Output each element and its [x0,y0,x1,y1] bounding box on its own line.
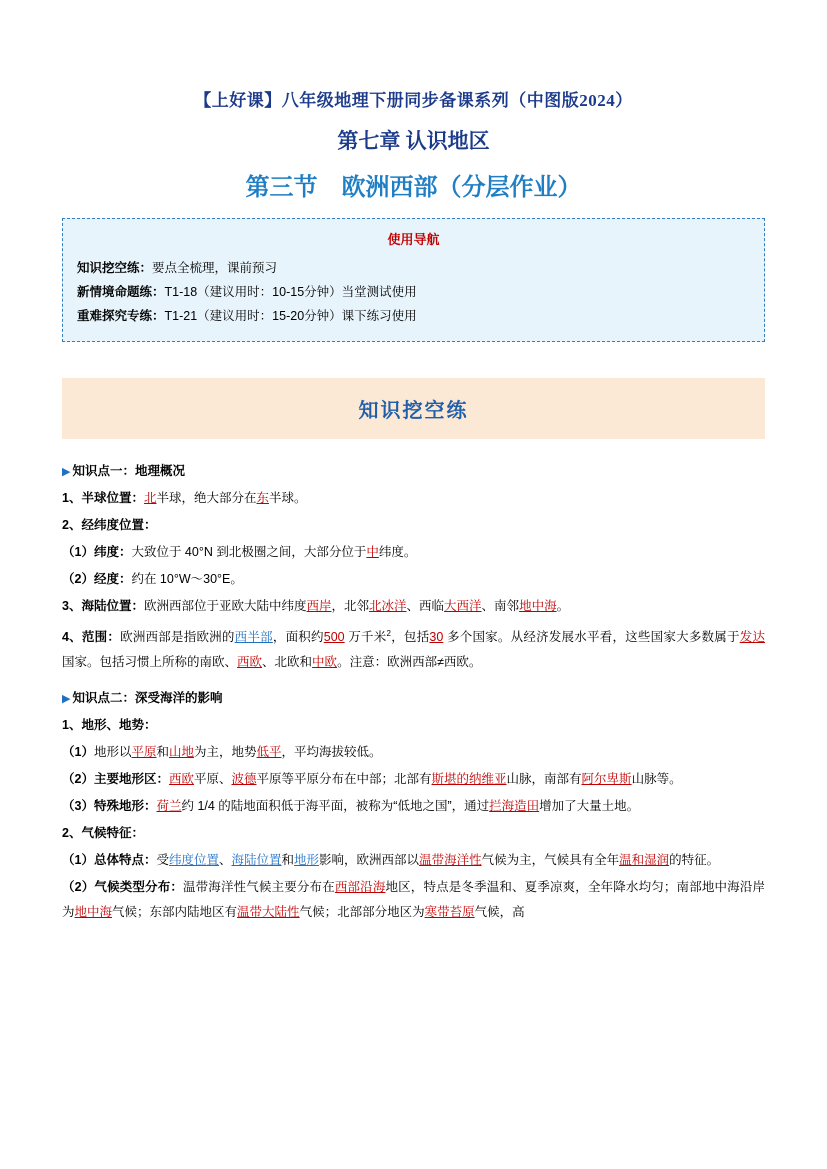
content-line [62,740,765,765]
blank-answer: 斯堪的纳维亚 [431,772,507,787]
line-label: 2、经纬度位置： [62,518,157,532]
line-text: 增加了大量土地。 [539,799,640,814]
line-label: （3）特殊地形： [62,799,157,814]
blank-answer: 西欧 [237,655,263,670]
blank-answer: 阿尔卑斯 [581,772,632,787]
line-label: 4、范围： [62,630,121,645]
content-line [62,794,765,819]
line-text: 和 [156,745,169,760]
line-text: 万千米 [344,630,387,645]
content-line [62,486,765,511]
line-text: 山脉等。 [631,772,682,787]
line-text: ，包括 [390,630,430,645]
content-line [62,540,765,565]
blank-answer: 波德 [231,772,257,787]
line-text: 。 [556,599,570,613]
blank-answer: 西欧 [168,772,194,787]
doc-title: 【上好课】八年级地理下册同步备课系列（中图版2024） [194,91,633,110]
blank-answer: 低平 [256,745,282,760]
line-text: 平原等平原分布在中部；北部有 [256,772,432,787]
knowledge-point-1-label: 知识点一：地理概况 [72,464,185,478]
line-text: 气候；东部内陆地区有 [112,905,238,920]
line-text: 平原、 [193,772,232,787]
content-line [62,594,765,619]
line-text: 地形以 [93,745,132,760]
line-text: 受 [156,853,169,868]
line-text: 欧洲西部是指欧洲的 [120,630,235,645]
knowledge-point-2-body [62,713,765,925]
triangle-icon: ▶ [62,466,71,478]
line-label: （2）气候类型分布： [62,880,183,895]
line-text: 国家。包括习惯上所称的南欧、 [62,655,238,670]
blank-answer: 纬度位置 [168,853,219,868]
line-text: 温带海洋性气候主要分布在 [183,880,335,895]
line-label: （1） [62,745,94,760]
blank-answer: 中 [366,545,379,559]
line-text: 影响，欧洲西部以 [319,853,420,868]
line-text: 约在 10°W～30°E。 [131,572,243,586]
line-label: （2）主要地形区： [62,772,169,787]
content-line [62,767,765,792]
blank-answer: 500 [323,630,345,645]
blank-answer: 北 [143,491,157,505]
line-text: 约 1/4 的陆地面积低于海平面，被称为“低地之国”，通过 [181,799,490,814]
line-text: 欧洲西部位于亚欧大陆中纬度 [143,599,307,613]
blank-answer: 西岸 [306,599,332,613]
nav-line-label: 新情境命题练： [77,285,165,299]
banner-title: 知识挖空练 [358,400,469,422]
knowledge-point-1-body [62,486,765,675]
nav-line [77,257,750,279]
nav-line [77,281,750,303]
section-title: 第三节 欧洲西部（分层作业） [245,175,582,201]
line-text: 、西临 [406,599,445,613]
blank-answer: 寒带苔原 [424,905,475,920]
line-text: 地区，特点是冬季温和、夏季凉爽，全年降水均匀；南部地中海沿岸为 [62,880,765,920]
knowledge-point-2-heading [62,688,765,706]
blank-answer: 荷兰 [156,799,182,814]
line-text: 、 [218,853,232,868]
nav-line-label: 知识挖空练： [77,261,153,275]
blank-answer: 地形 [294,853,320,868]
line-text: 。注意：欧洲西部≠西欧。 [337,655,482,670]
blank-answer: 中欧 [312,655,338,670]
line-text: 为主，地势 [194,745,257,760]
line-text: 的特征。 [669,853,720,868]
blank-answer: 北冰洋 [369,599,407,613]
superscript: 2 [386,629,391,638]
line-text: 多个国家。从经济发展水平看，这些国家大多数属于 [443,630,740,645]
nav-line-text: T1-18（建议用时：10-15分钟）当堂测试使用 [164,285,417,299]
nav-line-text: 要点全梳理，课前预习 [152,261,278,275]
content-line [62,875,765,925]
content-line [62,513,765,538]
nav-box-heading: 使用导航 [387,232,440,247]
line-text: 纬度。 [378,545,417,559]
line-text: ，面积约 [272,630,324,645]
line-text: 、南邻 [481,599,520,613]
line-label: 2、气候特征： [62,826,144,841]
blank-answer: 30 [429,630,444,645]
blank-answer: 地中海 [519,599,557,613]
blank-answer: 大西洋 [444,599,482,613]
line-text: 气候，高 [474,905,525,920]
blank-answer: 发达 [739,630,765,645]
blank-answer: 山地 [169,745,195,760]
blank-answer: 地中海 [74,905,113,920]
line-text: 半球。 [269,491,307,505]
chapter-title: 第七章 认识地区 [337,129,490,153]
usage-navigation-box [62,218,765,342]
blank-answer: 西部沿海 [334,880,386,895]
line-label: （1）纬度： [62,545,132,559]
line-text: 、北欧和 [262,655,313,670]
content-line [62,848,765,873]
line-text: 气候为主，气候具有全年 [481,853,620,868]
knowledge-point-1-heading [62,461,765,479]
content-line [62,821,765,846]
line-text: 半球，绝大部分在 [156,491,257,505]
content-line [62,621,765,675]
blank-answer: 西半部 [234,630,273,645]
knowledge-point-2-label: 知识点二：深受海洋的影响 [72,691,223,706]
content-line [62,567,765,592]
nav-line-text: T1-21（建议用时：15-20分钟）课下练习使用 [164,309,417,323]
line-text: ，平均海拔较低。 [281,745,382,760]
content-line [62,713,765,738]
blank-answer: 平原 [131,745,157,760]
blank-answer: 温和湿润 [619,853,670,868]
line-text: 气候；北部部分地区为 [299,905,425,920]
blank-answer: 温带海洋性 [419,853,482,868]
nav-line-label: 重难探究专练： [77,309,165,323]
line-label: 3、海陆位置： [62,599,144,613]
blank-answer: 拦海造田 [489,799,540,814]
line-label: （2）经度： [62,572,132,586]
line-text: 山脉，南部有 [506,772,582,787]
line-text: 和 [281,853,295,868]
blank-answer: 温带大陆性 [237,905,300,920]
nav-line [77,305,750,327]
blank-answer: 海陆位置 [231,853,282,868]
triangle-icon: ▶ [62,693,71,706]
line-label: 1、半球位置： [62,491,144,505]
blank-answer: 东 [256,491,269,505]
line-text: 大致位于 40°N 到北极圈之间，大部分位于 [131,545,367,559]
line-text: ，北邻 [331,599,369,613]
line-label: 1、地形、地势： [62,718,157,733]
line-label: （1）总体特点： [62,853,157,868]
section-banner [62,378,765,439]
